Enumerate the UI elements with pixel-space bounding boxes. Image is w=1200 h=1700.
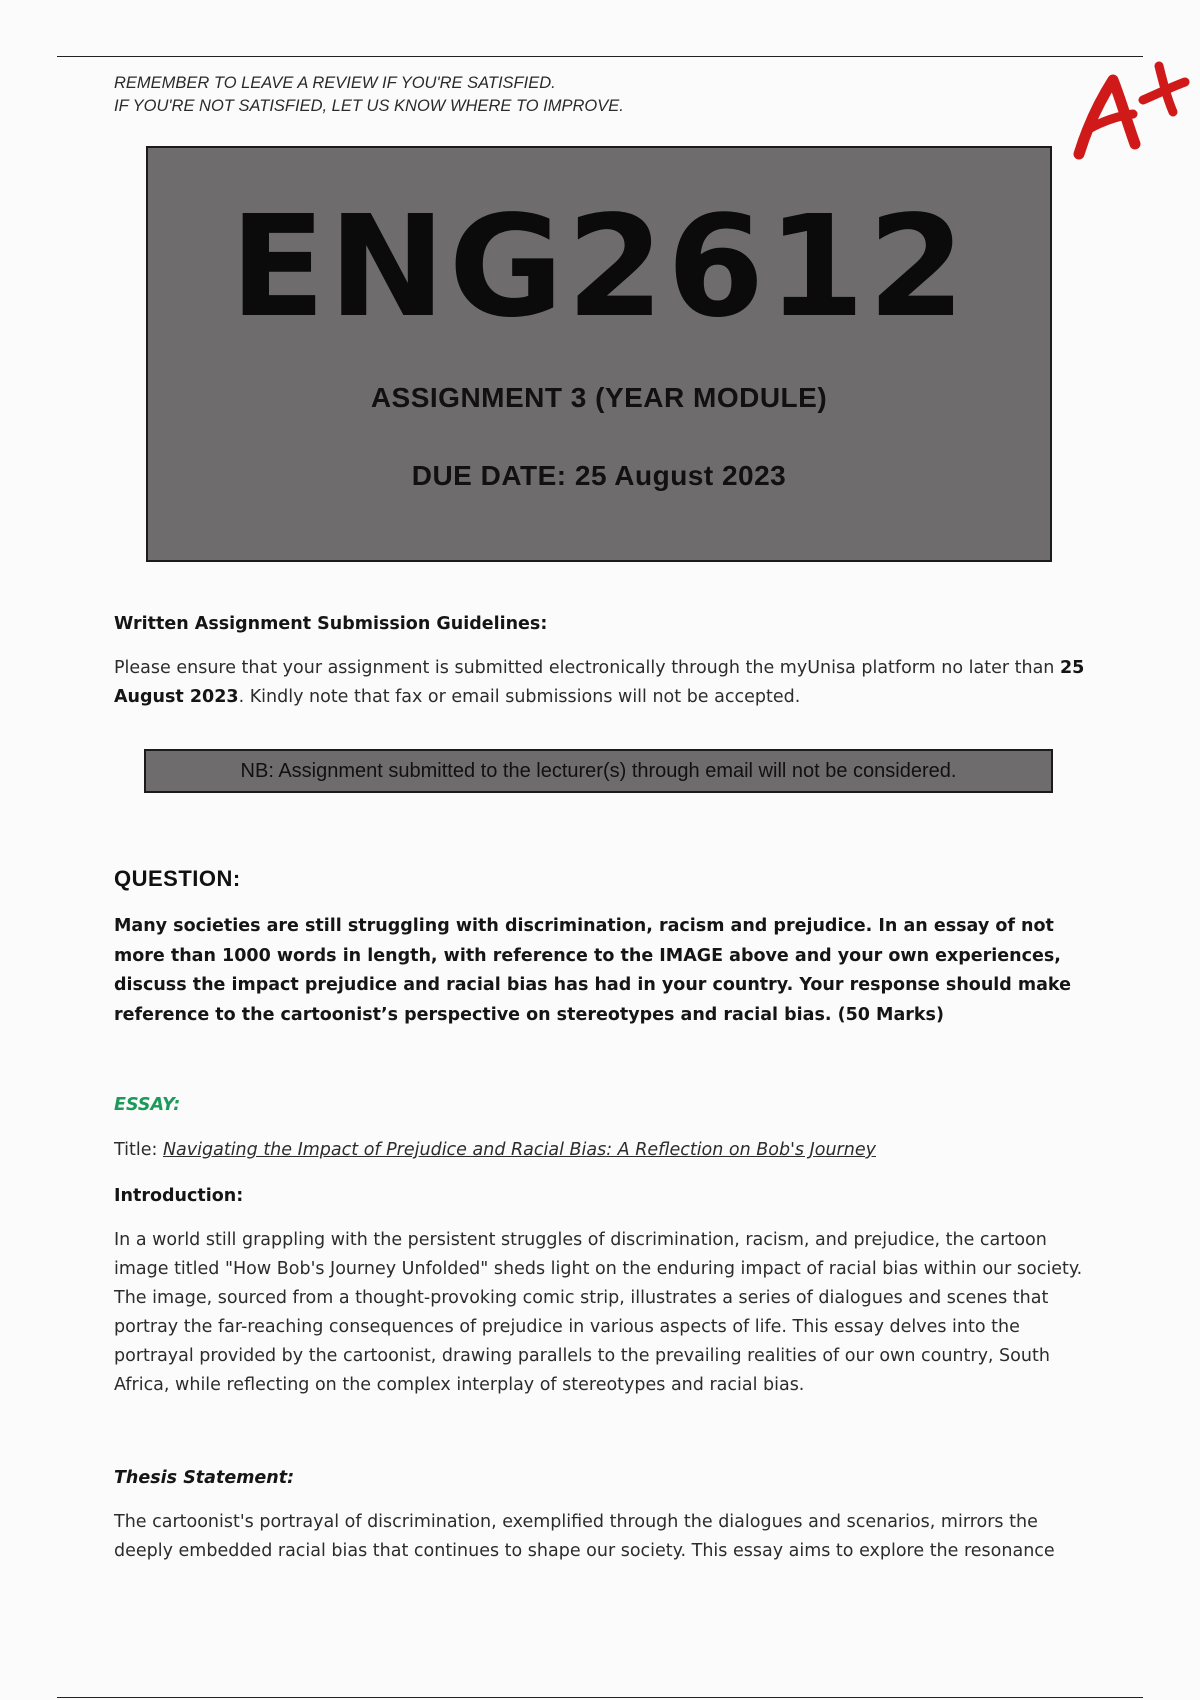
due-date: DUE DATE: 25 August 2023	[411, 460, 787, 491]
essay-title-prefix: Title:	[114, 1140, 163, 1160]
bottom-rule	[57, 1697, 1143, 1698]
guidelines-paragraph	[114, 654, 1094, 712]
review-notice	[114, 72, 624, 118]
notice-line-1: REMEMBER TO LEAVE A REVIEW IF YOU'RE SATISFIED.	[114, 74, 556, 92]
question-heading: QUESTION:	[114, 866, 241, 891]
top-rule	[57, 56, 1143, 57]
guidelines-text-after: . Kindly note that fax or email submissions will not be accepted.	[238, 687, 801, 707]
course-code: ENG2612	[229, 186, 969, 349]
guidelines-heading: Written Assignment Submission Guidelines:	[114, 614, 548, 634]
introduction-paragraph: In a world still grappling with the persistent struggles of discrimination, racism, and prejudice, the cartoon image titled "How Bob's Journey Unfolded" sheds light on the enduring impact of racial bias within our society. The image, sourced from a thought-provoking comic strip, illustrates a series of dialogues and scenes that portray the far-reaching consequences of prejudice in various aspects of life. This essay delves into the portrayal provided by the cartoonist, drawing parallels to the prevailing realities of our own country, South Africa, while reflecting on the complex interplay of stereotypes and racial bias.	[114, 1230, 1083, 1395]
cover-box	[146, 146, 1052, 562]
assignment-title: ASSIGNMENT 3 (YEAR MODULE)	[370, 382, 828, 413]
introduction-heading: Introduction:	[114, 1186, 244, 1206]
thesis-paragraph: The cartoonist's portrayal of discrimination, exemplified through the dialogues and scenarios, mirrors the deeply embedded racial bias that continues to shape our society. This essay aims to explore the resonance	[114, 1512, 1055, 1561]
grade-stamp	[1065, 58, 1195, 168]
nb-notice-box: NB: Assignment submitted to the lecturer(s) through email will not be considered.	[144, 749, 1053, 793]
notice-line-2: IF YOU'RE NOT SATISFIED, LET US KNOW WHERE TO IMPROVE.	[114, 97, 624, 115]
guidelines-date: 25 August 2023	[114, 658, 1085, 707]
essay-title-line	[114, 1136, 1094, 1165]
essay-label: ESSAY:	[114, 1095, 181, 1115]
guidelines-text-before: Please ensure that your assignment is submitted electronically through the myUnisa platform no later than	[114, 658, 1060, 678]
thesis-heading: Thesis Statement:	[114, 1468, 295, 1488]
question-text: Many societies are still struggling with discrimination, racism and prejudice. In an essay of not more than 1000 words in length, with reference to the IMAGE above and your own experiences, discuss the impact prejudice and racial bias has had in your country. Your response should make reference to the cartoonist’s perspective on stereotypes and racial bias. (50 Marks)	[114, 916, 1071, 1025]
essay-title: Navigating the Impact of Prejudice and Racial Bias: A Reflection on Bob's Journey	[162, 1140, 876, 1160]
